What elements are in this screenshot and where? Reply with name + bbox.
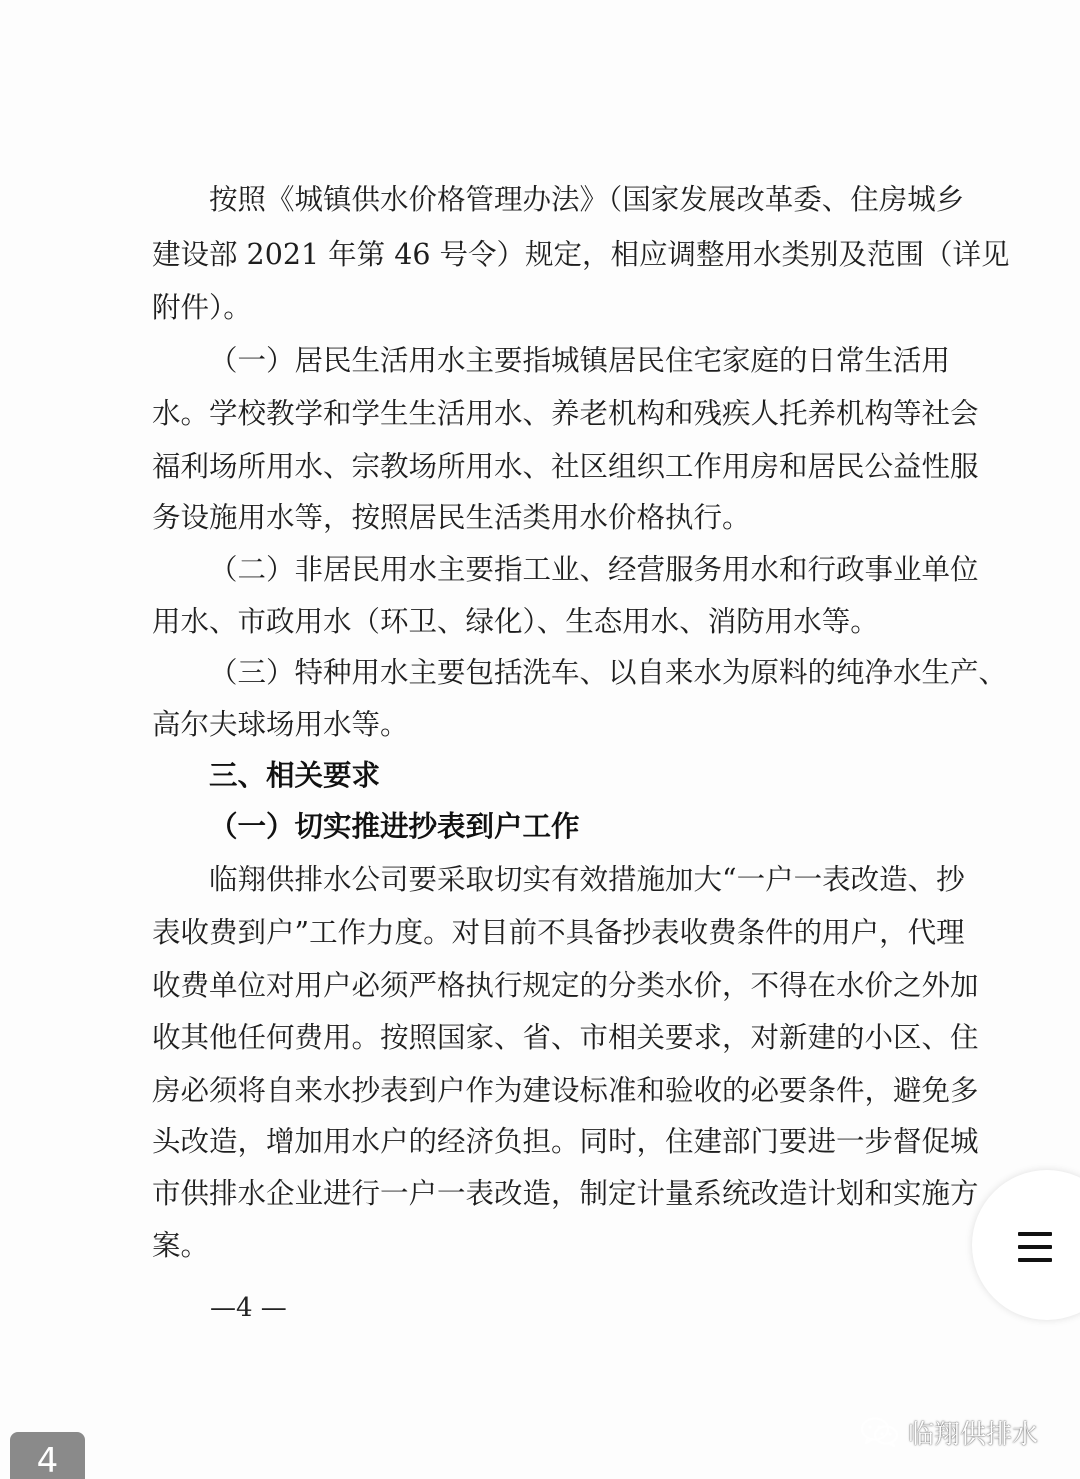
paragraph-line: 表收费到户”工作力度。对目前不具备抄表收费条件的用户，代理: [152, 916, 965, 949]
paragraph-line: 务设施用水等，按照居民生活类用水价格执行。: [152, 501, 751, 534]
menu-button[interactable]: [972, 1170, 1080, 1320]
paragraph-line: （二）非居民用水主要指工业、经营服务用水和行政事业单位: [209, 553, 979, 586]
paragraph-line: 用水、市政用水（环卫、绿化）、生态用水、消防用水等。: [152, 605, 879, 638]
subsection-heading: （一）切实推进抄表到户工作: [209, 810, 580, 843]
paragraph-line: （一）居民生活用水主要指城镇居民住宅家庭的日常生活用: [209, 344, 951, 377]
paragraph-line: 案。: [152, 1229, 210, 1262]
paragraph-line: 高尔夫球场用水等。: [152, 708, 409, 741]
watermark: [860, 1412, 1038, 1452]
page-number: —4 —: [210, 1293, 287, 1323]
paragraph-line: 房必须将自来水抄表到户作为建设标准和验收的必要条件，避免多: [152, 1074, 979, 1107]
hamburger-menu-icon[interactable]: [1018, 1232, 1052, 1262]
paragraph-line: 福利场所用水、宗教场所用水、社区组织工作用房和居民公益性服: [152, 450, 979, 483]
paragraph-line: 收其他任何费用。按照国家、省、市相关要求，对新建的小区、住: [152, 1021, 979, 1054]
paragraph-line: 建设部 2021 年第 46 号令）规定，相应调整用水类别及范围（详见: [152, 238, 1010, 271]
watermark-text: 临翔供排水: [908, 1419, 1039, 1450]
paragraph-line: 临翔供排水公司要采取切实有效措施加大“一户一表改造、抄: [209, 863, 965, 896]
wechat-icon: [860, 1416, 900, 1448]
paragraph-line: （三）特种用水主要包括洗车、以自来水为原料的纯净水生产、: [209, 656, 1008, 689]
paragraph-line: 市供排水企业进行一户一表改造，制定计量系统改造计划和实施方: [152, 1177, 979, 1210]
section-heading: 三、相关要求: [209, 759, 381, 792]
paragraph-line: 收费单位对用户必须严格执行规定的分类水价，不得在水价之外加: [152, 969, 979, 1002]
page-badge: 4: [10, 1432, 85, 1479]
paragraph-line: 头改造，增加用水户的经济负担。同时，住建部门要进一步督促城: [152, 1125, 979, 1158]
paragraph-line: 按照《城镇供水价格管理办法》（国家发展改革委、住房城乡: [209, 183, 965, 216]
paragraph-line: 水。学校教学和学生生活用水、养老机构和残疾人托养机构等社会: [152, 397, 979, 430]
paragraph-line: 附件）。: [152, 291, 252, 324]
